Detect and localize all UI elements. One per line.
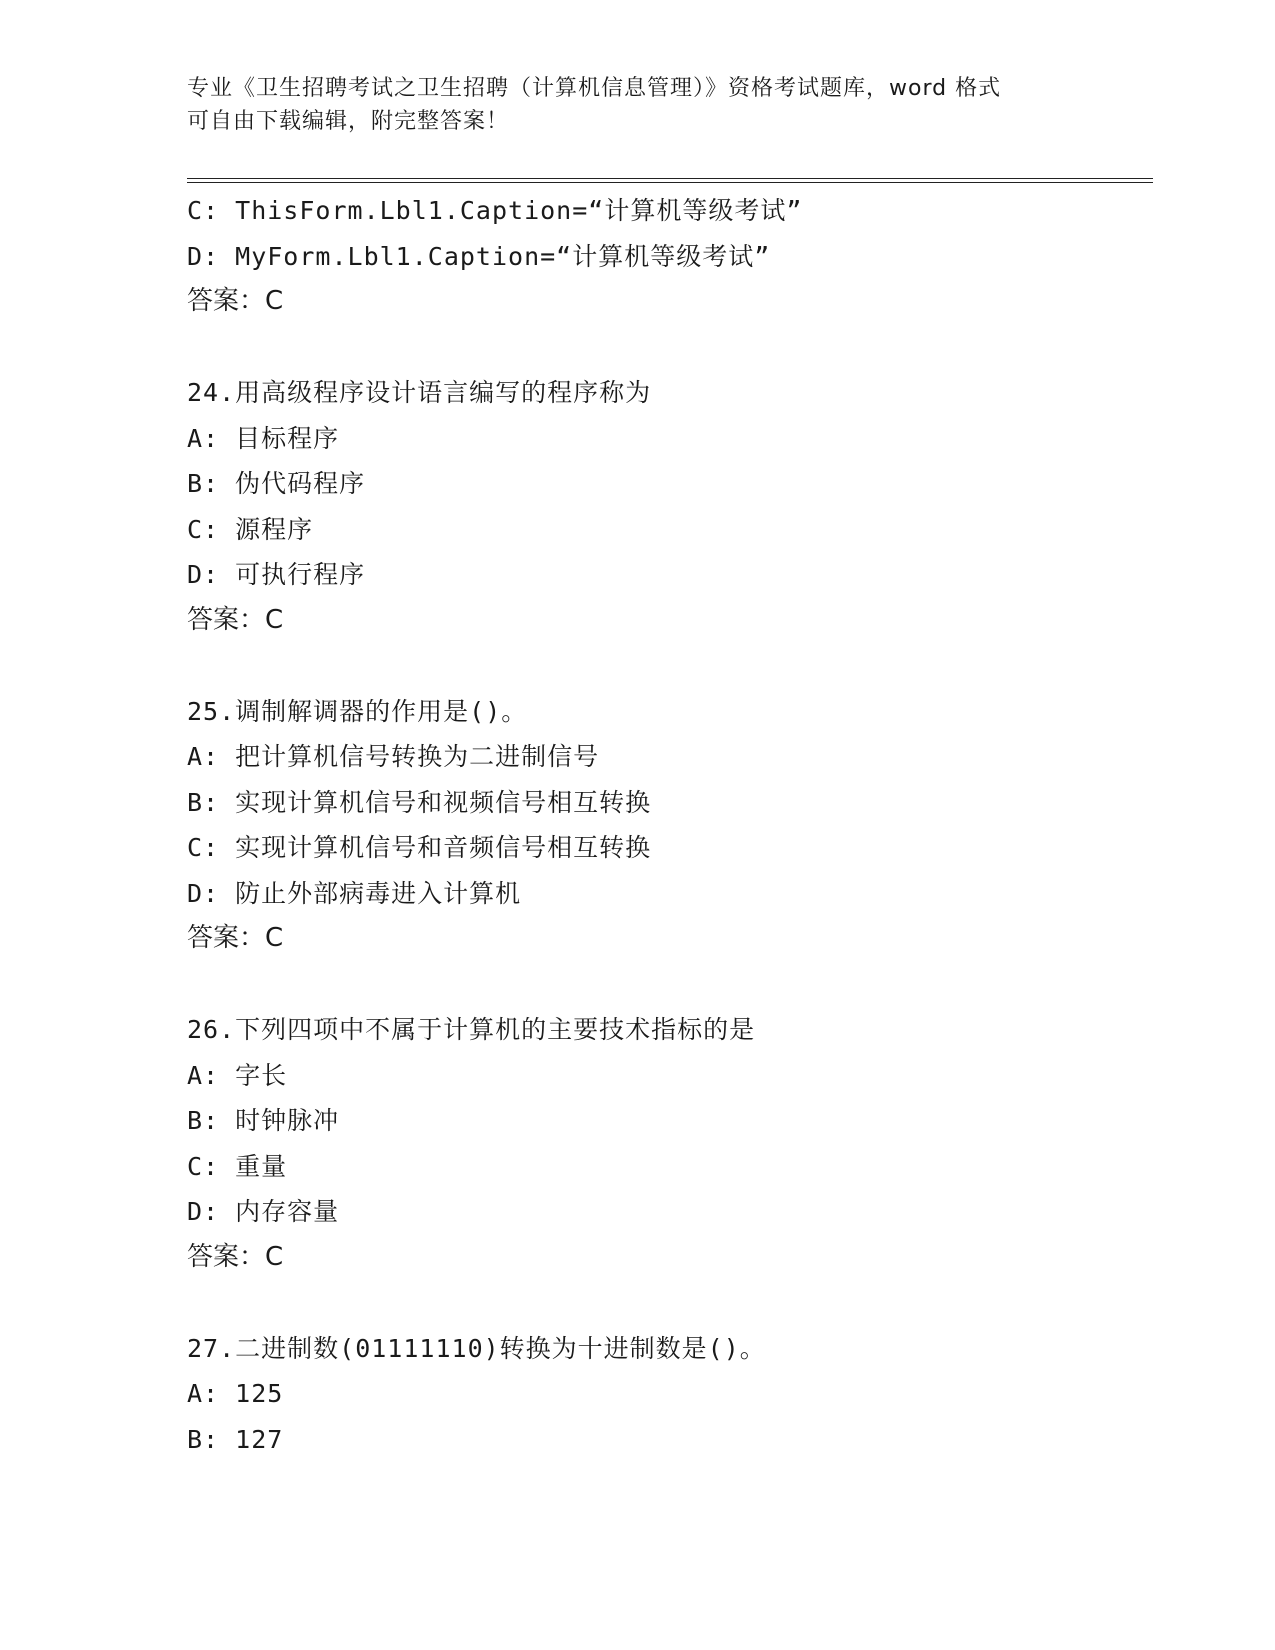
question-list bbox=[187, 188, 1153, 1462]
answer: 答案：C bbox=[187, 604, 284, 635]
question-text: 25.调制解调器的作用是()。 bbox=[187, 696, 528, 726]
answer: 答案：C bbox=[187, 1241, 284, 1272]
option-a: A: 目标程序 bbox=[187, 423, 340, 453]
option-c: C: 实现计算机信号和音频信号相互转换 bbox=[187, 833, 652, 862]
question-23 bbox=[187, 188, 1153, 325]
option-b: B: 伪代码程序 bbox=[187, 469, 366, 498]
spacer bbox=[187, 1280, 1153, 1326]
option-d: D: 防止外部病毒进入计算机 bbox=[187, 878, 522, 908]
question-25 bbox=[187, 689, 1153, 962]
question-text: 26.下列四项中不属于计算机的主要技术指标的是 bbox=[187, 1015, 756, 1044]
header-line-1: 专业《卫生招聘考试之卫生招聘（计算机信息管理）》资格考试题库，word 格式 bbox=[187, 76, 1002, 101]
option-a: A: 把计算机信号转换为二进制信号 bbox=[187, 742, 600, 771]
answer: 答案：C bbox=[187, 923, 284, 953]
question-27 bbox=[187, 1326, 1153, 1463]
option-a: A: 125 bbox=[187, 1379, 284, 1408]
option-d: D: MyForm.Lbl1.Caption=“计算机等级考试” bbox=[187, 241, 771, 271]
spacer bbox=[187, 962, 1153, 1008]
option-a: A: 字长 bbox=[187, 1060, 288, 1090]
question-text: 27.二进制数(01111110)转换为十进制数是()。 bbox=[187, 1333, 766, 1363]
option-b: B: 时钟脉冲 bbox=[187, 1106, 340, 1135]
header-line-2: 可自由下载编辑，附完整答案！ bbox=[187, 109, 510, 134]
spacer bbox=[187, 325, 1153, 371]
question-26 bbox=[187, 1007, 1153, 1280]
question-24 bbox=[187, 370, 1153, 643]
header-divider-bottom bbox=[187, 182, 1153, 183]
spacer bbox=[187, 643, 1153, 689]
option-b: B: 127 bbox=[187, 1424, 284, 1454]
option-c: C: ThisForm.Lbl1.Caption=“计算机等级考试” bbox=[187, 196, 803, 225]
option-d: D: 内存容量 bbox=[187, 1197, 340, 1226]
option-c: C: 重量 bbox=[187, 1151, 288, 1181]
option-c: C: 源程序 bbox=[187, 514, 314, 544]
option-b: B: 实现计算机信号和视频信号相互转换 bbox=[187, 787, 652, 817]
header-divider-top bbox=[187, 178, 1153, 179]
document-header bbox=[187, 72, 1087, 138]
answer: 答案：C bbox=[187, 286, 284, 316]
option-d: D: 可执行程序 bbox=[187, 560, 366, 589]
question-text: 24.用高级程序设计语言编写的程序称为 bbox=[187, 378, 652, 407]
